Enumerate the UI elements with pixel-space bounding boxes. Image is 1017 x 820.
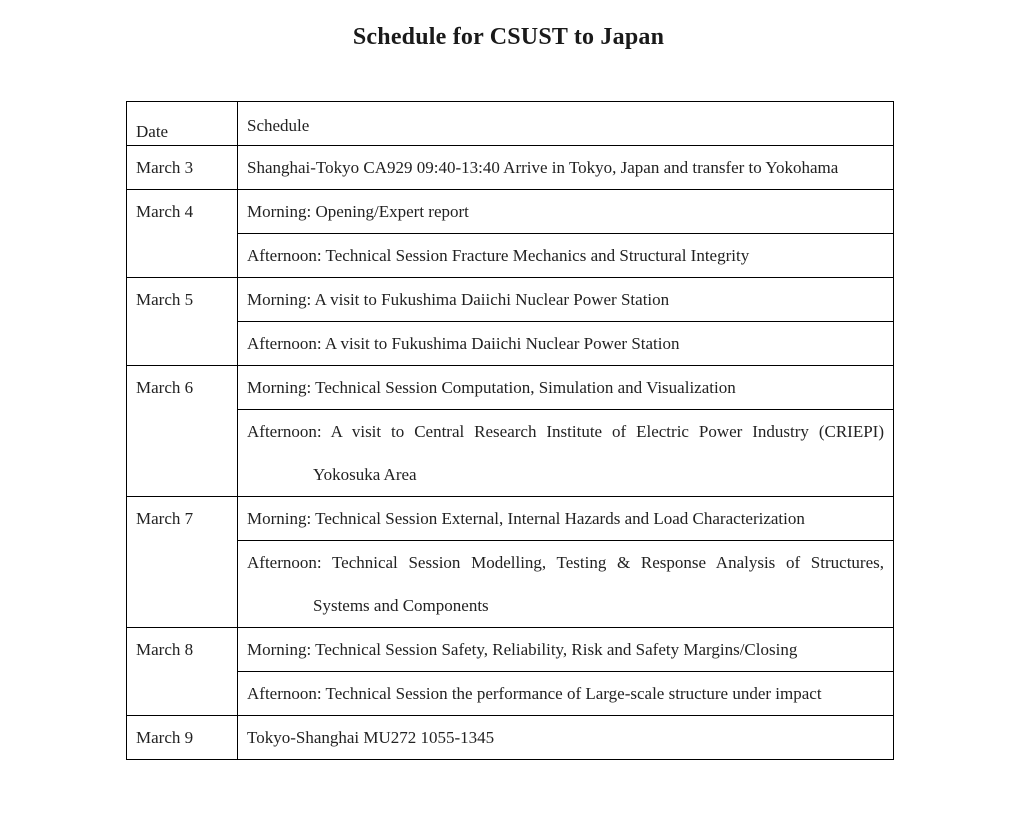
page-title: Schedule for CSUST to Japan xyxy=(352,24,665,50)
schedule-item: Afternoon: Technical Session Modelling, Testing & Response Analysis of Structures, Systems and Components xyxy=(247,553,884,615)
table-row xyxy=(127,497,894,541)
schedule-cell xyxy=(238,672,894,716)
schedule-item: Afternoon: A visit to Central Research Institute of Electric Power Industry (CRIEPI) Yokosuka Area xyxy=(247,422,884,484)
table-row xyxy=(127,628,894,672)
date-cell xyxy=(127,366,238,497)
schedule-cell xyxy=(238,146,894,190)
schedule-cell xyxy=(238,628,894,672)
schedule-cell xyxy=(238,278,894,322)
table-row xyxy=(127,672,894,716)
date-cell xyxy=(127,146,238,190)
table-row xyxy=(127,541,894,628)
schedule-item: Afternoon: Technical Session Fracture Mechanics and Structural Integrity xyxy=(247,246,750,265)
table-row xyxy=(127,322,894,366)
date-label: March 6 xyxy=(136,378,194,397)
table-row xyxy=(127,146,894,190)
date-label: March 4 xyxy=(136,202,194,221)
schedule-item: Morning: A visit to Fukushima Daiichi Nuclear Power Station xyxy=(247,290,670,309)
schedule-item: Morning: Technical Session External, Internal Hazards and Load Characterization xyxy=(247,509,805,528)
schedule-cell xyxy=(238,190,894,234)
schedule-item: Morning: Technical Session Safety, Reliability, Risk and Safety Margins/Closing xyxy=(247,640,798,659)
date-label: March 7 xyxy=(136,509,194,528)
table-row xyxy=(127,234,894,278)
table-row xyxy=(127,190,894,234)
schedule-table xyxy=(126,101,894,760)
date-label: March 3 xyxy=(136,158,194,177)
header-date-cell xyxy=(127,102,238,146)
schedule-item: Tokyo-Shanghai MU272 1055-1345 xyxy=(247,728,495,747)
table-row xyxy=(127,410,894,497)
date-cell xyxy=(127,628,238,716)
date-cell xyxy=(127,716,238,760)
table-row xyxy=(127,278,894,322)
date-cell xyxy=(127,497,238,628)
date-label: March 8 xyxy=(136,640,194,659)
date-label: March 9 xyxy=(136,728,194,747)
schedule-cell xyxy=(238,366,894,410)
schedule-cell xyxy=(238,410,894,497)
header-schedule-label: Schedule xyxy=(247,116,310,135)
schedule-cell xyxy=(238,497,894,541)
schedule-item: Morning: Technical Session Computation, Simulation and Visualization xyxy=(247,378,736,397)
header-date-label: Date xyxy=(136,122,169,141)
schedule-item: Morning: Opening/Expert report xyxy=(247,202,469,221)
header-schedule-cell xyxy=(238,102,894,146)
schedule-cell xyxy=(238,716,894,760)
date-cell xyxy=(127,190,238,278)
date-cell xyxy=(127,278,238,366)
schedule-cell xyxy=(238,234,894,278)
schedule-cell xyxy=(238,541,894,628)
table-row xyxy=(127,716,894,760)
schedule-item: Afternoon: A visit to Fukushima Daiichi Nuclear Power Station xyxy=(247,334,680,353)
schedule-item: Shanghai-Tokyo CA929 09:40-13:40 Arrive in Tokyo, Japan and transfer to Yokohama xyxy=(247,158,839,177)
schedule-cell xyxy=(238,322,894,366)
schedule-item: Afternoon: Technical Session the performance of Large-scale structure under impact xyxy=(247,684,822,703)
table-row xyxy=(127,366,894,410)
date-label: March 5 xyxy=(136,290,194,309)
table-header-row xyxy=(127,102,894,146)
